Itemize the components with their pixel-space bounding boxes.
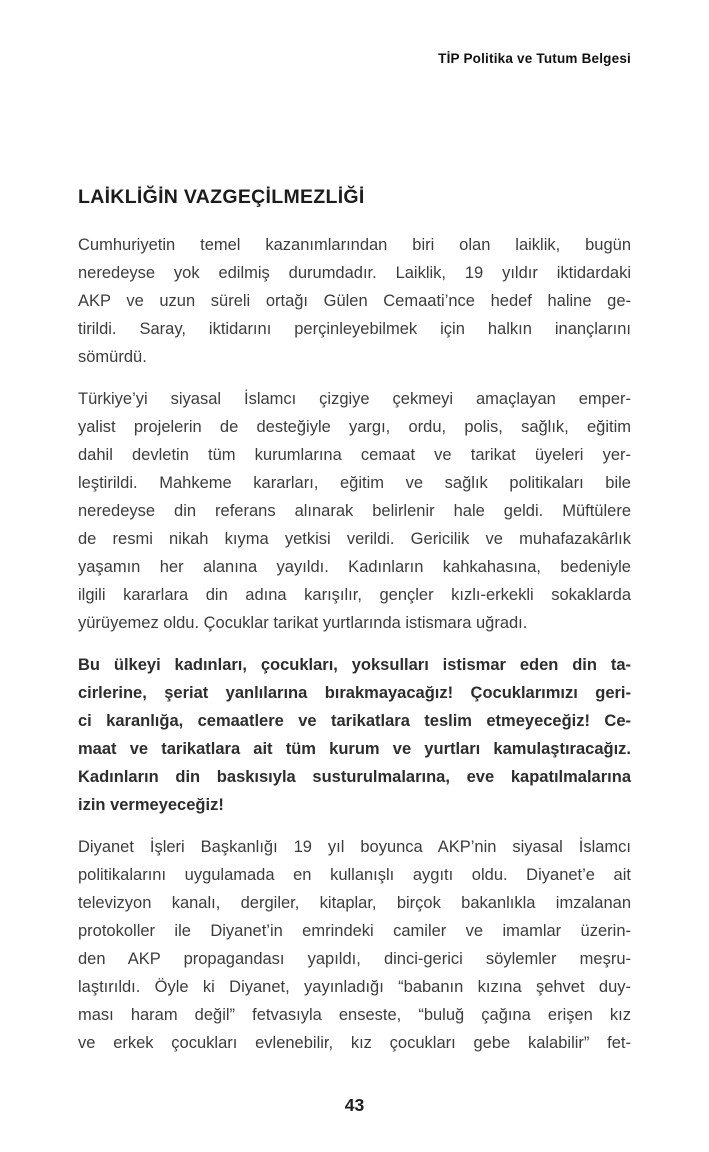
running-header-title: TİP Politika ve Tutum Belgesi — [438, 51, 631, 66]
text-line: AKP ve uzun süreli ortağı Gülen Cemaati’nce hedef haline ge- — [78, 292, 631, 310]
text-line: yürüyemez oldu. Çocuklar tarikat yurtlarında istismara uğradı. — [78, 614, 528, 632]
running-header — [78, 50, 631, 68]
paragraph — [78, 651, 631, 819]
text-line: televizyon kanalı, dergiler, kitaplar, birçok bakanlıkla imzalanan — [78, 894, 631, 912]
text-line: Kadınların din baskısıyla susturulmalarına, eve kapatılmalarına — [78, 768, 631, 786]
page-content — [78, 186, 631, 1071]
text-line: ması haram değil” fetvasıyla enseste, “buluğ çağına erişen kız — [78, 1006, 631, 1024]
text-line: laştırıldı. Öyle ki Diyanet, yayınladığı “babanın kızına şehvet duy- — [78, 978, 631, 996]
text-line: Türkiye’yi siyasal İslamcı çizgiye çekmeyi amaçlayan emper- — [78, 390, 631, 408]
paragraph — [78, 833, 631, 1057]
text-line: yaşamın her alanına yayıldı. Kadınların kahkahasına, bedeniyle — [78, 558, 631, 576]
page-number: 43 — [344, 1095, 365, 1115]
text-line: leştirildi. Mahkeme kararları, eğitim ve sağlık politikaları bile — [78, 474, 631, 492]
section-heading: LAİKLİĞİN VAZGEÇİLMEZLİĞİ — [78, 186, 365, 208]
text-line: dahil devletin tüm kurumlarına cemaat ve tarikat üyeleri yer- — [78, 446, 631, 464]
body-paragraphs — [78, 231, 631, 1057]
text-line: protokoller ile Diyanet’in emrindeki camiler ve imamlar üzerin- — [78, 922, 631, 940]
text-line: cirlerine, şeriat yanlılarına bırakmayacağız! Çocuklarımızı geri- — [78, 684, 631, 702]
paragraph — [78, 231, 631, 371]
text-line: neredeyse din referans alınarak belirlenir hale geldi. Müftülere — [78, 502, 631, 520]
text-line: Bu ülkeyi kadınları, çocukları, yoksulları istismar eden din ta- — [78, 656, 631, 674]
text-line: ilgili kararlara din adına karışılır, gençler kızlı-erkekli sokaklarda — [78, 586, 631, 604]
text-line: izin vermeyeceğiz! — [78, 796, 224, 814]
text-line: Diyanet İşleri Başkanlığı 19 yıl boyunca AKP’nin siyasal İslamcı — [78, 838, 631, 856]
text-line: sömürdü. — [78, 348, 147, 366]
text-line: neredeyse yok edilmiş durumdadır. Laiklik, 19 yıldır iktidardaki — [78, 264, 631, 282]
text-line: ci karanlığa, cemaatlere ve tarikatlara teslim etmeyeceğiz! Ce- — [78, 712, 631, 730]
text-line: politikalarını uygulamada en kullanışlı aygıtı oldu. Diyanet’e ait — [78, 866, 631, 884]
paragraph — [78, 385, 631, 637]
text-line: yalist projelerin de desteğiyle yargı, ordu, polis, sağlık, eğitim — [78, 418, 631, 436]
text-line: maat ve tarikatlara ait tüm kurum ve yurtları kamulaştıracağız. — [78, 740, 631, 758]
text-line: Cumhuriyetin temel kazanımlarından biri olan laiklik, bugün — [78, 236, 631, 254]
text-line: ve erkek çocukları evlenebilir, kız çocukları gebe kalabilir” fet- — [78, 1034, 631, 1052]
text-line: den AKP propagandası yapıldı, dinci-gerici söylemler meşru- — [78, 950, 631, 968]
page-footer — [0, 1095, 709, 1116]
text-line: de resmi nikah kıyma yetkisi verildi. Gericilik ve muhafazakârlık — [78, 530, 631, 548]
text-line: tirildi. Saray, iktidarını perçinleyebilmek için halkın inançlarını — [78, 320, 631, 338]
